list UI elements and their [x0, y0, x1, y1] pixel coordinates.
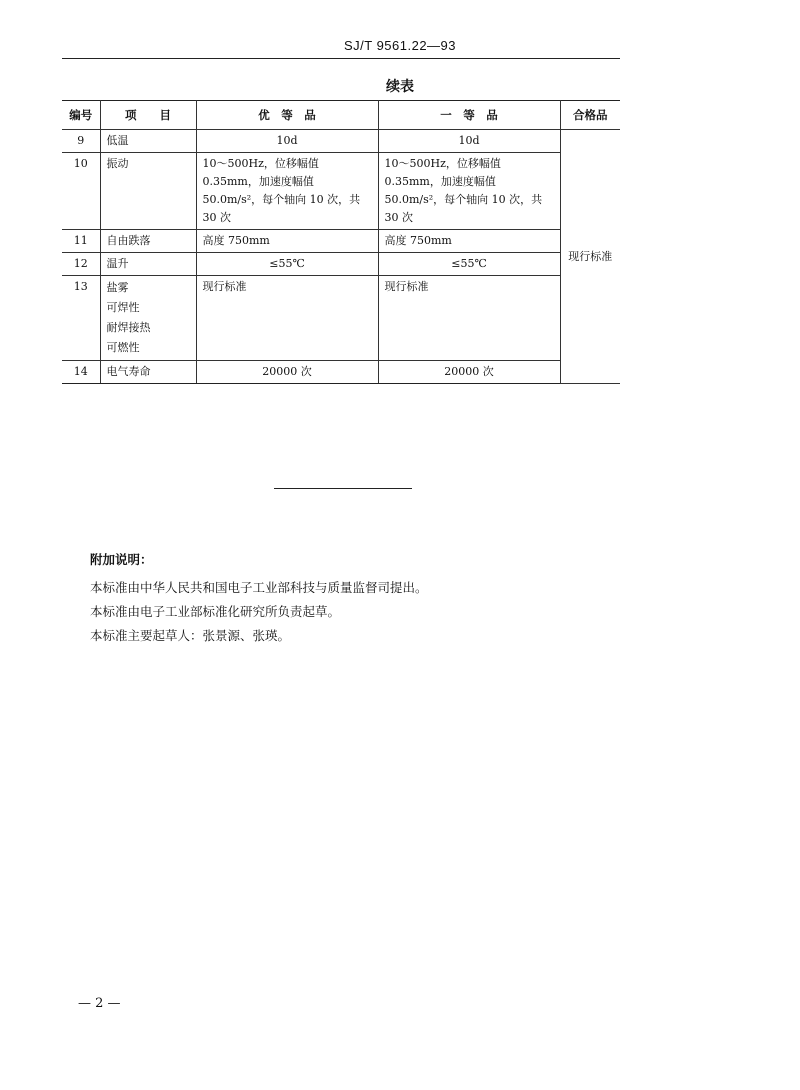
- row-item: 电气寿命: [100, 361, 196, 384]
- row-item-list: [100, 276, 196, 361]
- col-header-first: 一 等 品: [378, 101, 560, 130]
- row-item: 振动: [100, 153, 196, 230]
- table-row: [62, 230, 620, 253]
- col-header-premium: 优 等 品: [196, 101, 378, 130]
- table-header-row: [62, 101, 620, 130]
- row-premium: ≤55℃: [196, 253, 378, 276]
- notes-line: 本标准由电子工业部标准化研究所负责起草。: [90, 604, 341, 619]
- additional-notes: [90, 548, 428, 648]
- row-no: 14: [62, 361, 100, 384]
- table-title: 续表: [386, 79, 414, 95]
- row-item: 自由跌落: [100, 230, 196, 253]
- row-no: 11: [62, 230, 100, 253]
- col-header-no: 编号: [62, 101, 100, 130]
- row-item: 可焊性: [106, 301, 140, 314]
- table-row: [62, 130, 620, 153]
- row-premium: 现行标准: [196, 276, 378, 361]
- row-item: 温升: [100, 253, 196, 276]
- row-no: 13: [62, 276, 100, 361]
- table-row: [62, 253, 620, 276]
- notes-line: 本标准由中华人民共和国电子工业部科技与质量监督司提出。: [90, 580, 428, 595]
- spec-table: [62, 100, 620, 384]
- row-premium: 10d: [196, 130, 378, 153]
- row-first: 10d: [378, 130, 560, 153]
- row-no: 10: [62, 153, 100, 230]
- row-premium: 20000 次: [196, 361, 378, 384]
- row-first: 20000 次: [378, 361, 560, 384]
- standard-code-header: SJ/T 9561.22—93: [343, 38, 457, 53]
- row-first: 现行标准: [378, 276, 560, 361]
- row-premium: 高度 750mm: [196, 230, 378, 253]
- table-row: [62, 153, 620, 230]
- page-number: — 2 —: [78, 996, 121, 1011]
- qualified-merged-cell: 现行标准: [560, 130, 620, 384]
- notes-line: 本标准主要起草人：张景源、张瑛。: [90, 628, 291, 643]
- section-separator: [274, 488, 412, 489]
- table-row: [62, 276, 620, 361]
- col-header-item: 项 目: [100, 101, 196, 130]
- row-first: ≤55℃: [378, 253, 560, 276]
- row-first: 高度 750mm: [378, 230, 560, 253]
- row-item: 低温: [100, 130, 196, 153]
- header-rule: [62, 58, 620, 59]
- row-premium: 10～500Hz，位移幅值 0.35mm，加速度幅值 50.0m/s²，每个轴向 10 次，共 30 次: [196, 153, 378, 230]
- row-no: 9: [62, 130, 100, 153]
- row-item: 可燃性: [106, 341, 140, 354]
- notes-title: 附加说明：: [90, 552, 153, 567]
- row-no: 12: [62, 253, 100, 276]
- row-first: 10～500Hz，位移幅值 0.35mm，加速度幅值 50.0m/s²，每个轴向 10 次，共 30 次: [378, 153, 560, 230]
- row-item: 盐雾: [106, 281, 129, 294]
- col-header-qualified: 合格品: [560, 101, 620, 130]
- table-row: [62, 361, 620, 384]
- row-item: 耐焊接热: [106, 321, 151, 334]
